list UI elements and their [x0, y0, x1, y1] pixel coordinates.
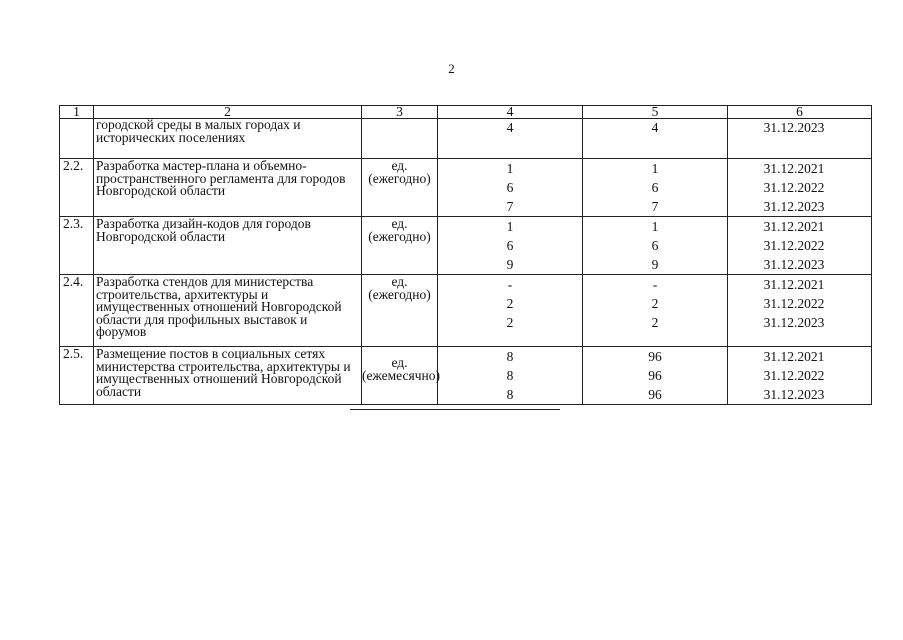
date-line: [728, 275, 828, 294]
date-line: [728, 347, 828, 366]
row-name: Размещение постов в социальных сетях министерства строительства, архитектуры и имущественных отношений Новгородской области: [94, 347, 362, 405]
row-name: Разработка дизайн-кодов для городов Новгородской области: [94, 217, 362, 275]
value-cell: 6: [506, 180, 514, 195]
row-number: 2.2.: [60, 159, 94, 217]
row-name: Разработка стендов для министерства строительства, архитектуры и имущественных отношений Новгородской области для профильных выставок и форумов: [94, 275, 362, 347]
row-col4: [438, 347, 583, 405]
row-unit: [362, 119, 438, 159]
date-line: [728, 119, 828, 137]
value-cell: 7: [651, 199, 659, 214]
header-cell: 3: [362, 106, 438, 119]
table-row: [60, 347, 872, 405]
row-col5: [583, 119, 728, 159]
table-row: [60, 217, 872, 275]
indicators-table: [59, 105, 872, 405]
date-value: 31.12.2023: [763, 120, 825, 135]
row-col4: [438, 119, 583, 159]
header-cell: 1: [60, 106, 94, 119]
date-line: [728, 159, 828, 178]
row-number: 2.5.: [60, 347, 94, 405]
table-row: [60, 119, 872, 159]
value-cell: 8: [506, 368, 514, 383]
value-cell: 4: [506, 120, 514, 135]
value-cell: 8: [506, 387, 514, 402]
date-value: 31.12.2021: [763, 277, 825, 292]
value-cell: 9: [506, 257, 514, 272]
value-cell: 7: [506, 199, 514, 214]
value-cell: 1: [506, 219, 514, 234]
date-value: 31.12.2023: [763, 387, 825, 402]
value-cell: 8: [506, 349, 514, 364]
value-cell: 96: [648, 349, 662, 364]
row-number: 2.4.: [60, 275, 94, 347]
value-cell: 6: [651, 238, 659, 253]
row-number: 2.3.: [60, 217, 94, 275]
row-col5: [583, 347, 728, 405]
date-line: [728, 255, 828, 274]
value-cell: 9: [651, 257, 659, 272]
row-col4: [438, 275, 583, 347]
date-value: 31.12.2022: [763, 238, 825, 253]
date-value: 31.12.2022: [763, 180, 825, 195]
row-unit-text: ед. (ежемесячно): [362, 355, 440, 383]
value-cell: 2: [651, 296, 659, 311]
date-line: [728, 385, 828, 404]
value-cell: 2: [506, 296, 514, 311]
date-line: [728, 217, 828, 236]
value-cell: 2: [506, 315, 514, 330]
row-dates: [728, 119, 872, 159]
value-cell: 4: [651, 120, 659, 135]
date-value: 31.12.2023: [763, 199, 825, 214]
date-line: [728, 236, 828, 255]
header-cell: 2: [94, 106, 362, 119]
value-cell: 1: [506, 161, 514, 176]
row-name: [94, 119, 362, 159]
row-dates: [728, 275, 872, 347]
row-number: [60, 119, 94, 159]
row-col5: [583, 217, 728, 275]
row-col4: [438, 159, 583, 217]
row-unit: ед. (ежегодно): [362, 217, 438, 275]
date-value: 31.12.2021: [763, 219, 825, 234]
row-unit: ед. (ежегодно): [362, 159, 438, 217]
row-name: Разработка мастер-плана и объемно-пространственного регламента для городов Новгородской области: [94, 159, 362, 217]
date-line: [728, 294, 828, 313]
value-cell: -: [507, 277, 513, 292]
table-row: [60, 159, 872, 217]
header-cell: 6: [728, 106, 872, 119]
date-value: 31.12.2023: [763, 315, 825, 330]
row-unit: ед. (ежегодно): [362, 275, 438, 347]
page-number: 2: [448, 61, 455, 76]
date-value: 31.12.2021: [763, 349, 825, 364]
row-dates: [728, 217, 872, 275]
date-value: 31.12.2023: [763, 257, 825, 272]
row-name-text: городской среды в малых городах и исторических поселениях: [96, 117, 301, 145]
row-col5: [583, 275, 728, 347]
date-line: [728, 313, 828, 332]
value-cell: -: [652, 277, 658, 292]
date-line: [728, 366, 828, 385]
value-cell: 96: [648, 368, 662, 383]
end-of-table-rule: [350, 409, 560, 410]
table-row: [60, 275, 872, 347]
row-dates: [728, 347, 872, 405]
row-unit: [362, 347, 438, 405]
row-dates: [728, 159, 872, 217]
value-cell: 6: [506, 238, 514, 253]
header-cell: 4: [438, 106, 583, 119]
date-value: 31.12.2022: [763, 368, 825, 383]
value-cell: 2: [651, 315, 659, 330]
date-line: [728, 197, 828, 216]
date-value: 31.12.2021: [763, 161, 825, 176]
date-value: 31.12.2022: [763, 296, 825, 311]
value-cell: 1: [651, 161, 659, 176]
value-cell: 96: [648, 387, 662, 402]
row-col5: [583, 159, 728, 217]
row-col4: [438, 217, 583, 275]
date-line: [728, 178, 828, 197]
value-cell: 6: [651, 180, 659, 195]
header-cell: 5: [583, 106, 728, 119]
value-cell: 1: [651, 219, 659, 234]
